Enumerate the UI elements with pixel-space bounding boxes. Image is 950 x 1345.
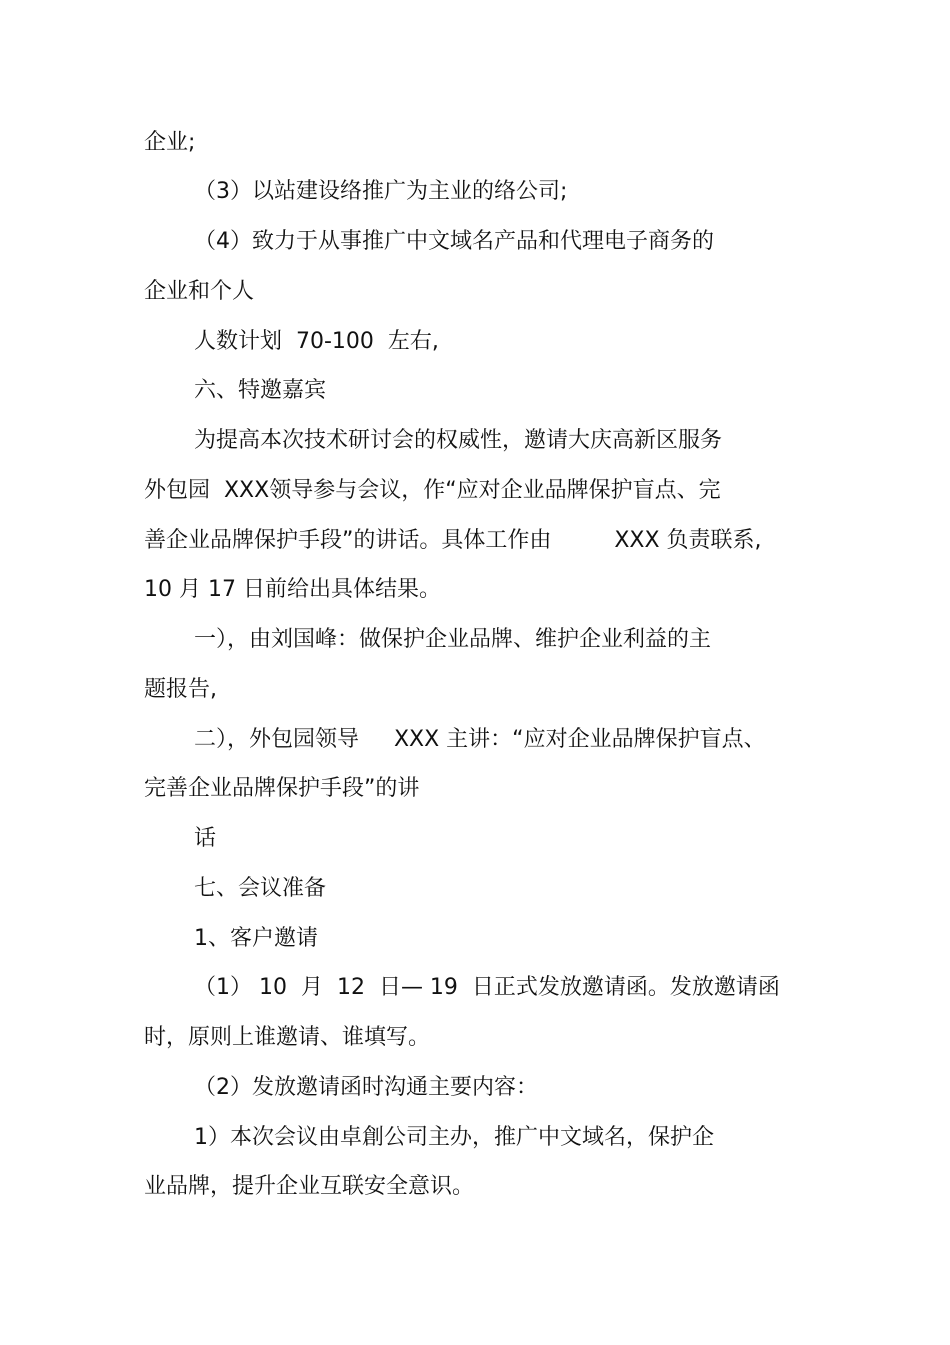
text-line: （3）以站建设络推广为主业的络公司; [194,179,568,204]
text-line: 善企业品牌保护手段”的讲话。具体工作由 XXX 负责联系, [144,528,762,553]
text-line: 二），外包园领导 XXX 主讲：“应对企业品牌保护盲点、 [194,727,766,752]
text-line: 话 [194,826,217,851]
text-line: 题报告, [144,677,217,702]
text-line: 外包园 XXX领导参与会议，作“应对企业品牌保护盲点、完 [144,478,721,503]
text-line: 1）本次会议由卓創公司主办，推广中文域名，保护企 [194,1125,714,1150]
text-line: 企业和个人 [144,279,255,304]
text-line: （1） 10 月 12 日— 19 日正式发放邀请函。发放邀请函 [194,975,780,1000]
text-line: 为提高本次技术研讨会的权威性，邀请大庆高新区服务 [194,428,723,453]
subsection-heading: 1、客户邀请 [194,926,318,951]
text-line: 时，原则上谁邀请、谁填写。 [144,1025,431,1050]
text-line: 企业; [144,130,196,155]
section-heading: 七、会议准备 [194,876,327,901]
text-line: （2）发放邀请函时沟通主要内容： [194,1075,538,1100]
section-heading: 六、特邀嘉宾 [194,378,327,403]
text-line: 人数计划 70-100 左右, [194,329,439,354]
text-line: 完善企业品牌保护手段”的讲 [144,776,420,801]
text-line: 一），由刘国峰：做保护企业品牌、维护企业利益的主 [194,627,712,652]
text-line: （4）致力于从事推广中文域名产品和代理电子商务的 [194,229,714,254]
text-line: 业品牌，提升企业互联安全意识。 [144,1174,475,1199]
text-line: 10 月 17 日前给出具体结果。 [144,577,441,602]
